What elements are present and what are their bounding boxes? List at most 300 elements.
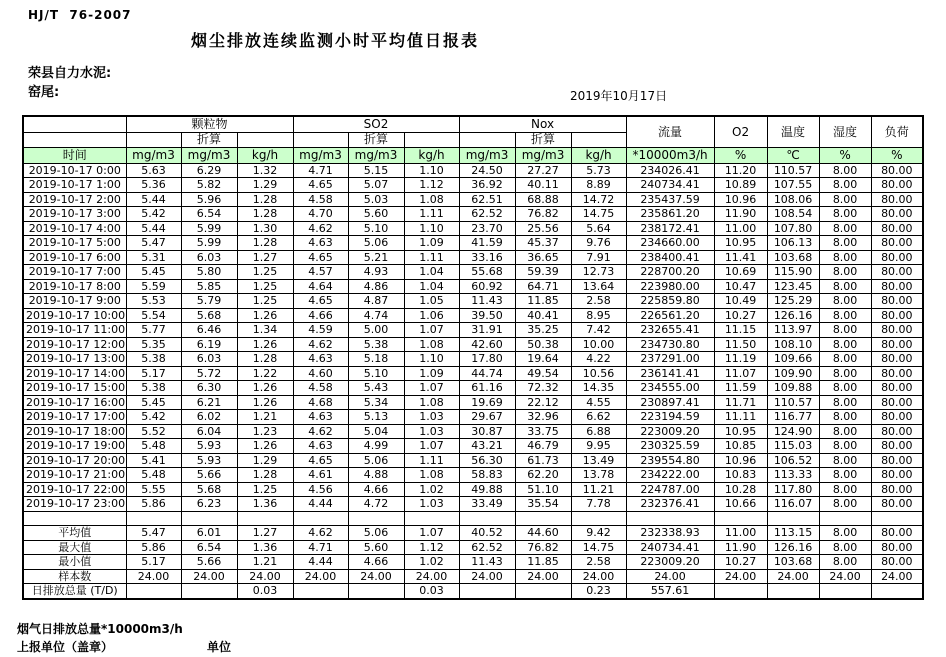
value-cell: 5.85 bbox=[181, 279, 237, 294]
value-cell: 80.00 bbox=[871, 526, 923, 541]
value-cell: 8.00 bbox=[819, 410, 871, 425]
value-cell bbox=[348, 584, 404, 599]
value-cell: 2.58 bbox=[571, 555, 626, 570]
value-cell: 4.55 bbox=[571, 395, 626, 410]
value-cell: 49.88 bbox=[459, 482, 515, 497]
value-cell: 4.72 bbox=[348, 497, 404, 512]
value-cell: 1.02 bbox=[404, 482, 459, 497]
value-cell: 5.10 bbox=[348, 221, 404, 236]
value-cell: 5.86 bbox=[126, 540, 181, 555]
time-cell: 2019-10-17 3:00 bbox=[23, 207, 126, 222]
value-cell: 8.00 bbox=[819, 439, 871, 454]
value-cell: 80.00 bbox=[871, 265, 923, 280]
value-cell: 23.70 bbox=[459, 221, 515, 236]
value-cell: 225859.80 bbox=[626, 294, 714, 309]
value-cell: 5.79 bbox=[181, 294, 237, 309]
value-cell: 1.26 bbox=[237, 395, 293, 410]
table-row bbox=[23, 366, 923, 381]
value-cell: 115.90 bbox=[767, 265, 819, 280]
table-row bbox=[23, 308, 923, 323]
table-row bbox=[23, 352, 923, 367]
value-cell: 80.00 bbox=[871, 410, 923, 425]
value-cell: 8.95 bbox=[571, 308, 626, 323]
empty-cell bbox=[767, 511, 819, 526]
value-cell: 30.87 bbox=[459, 424, 515, 439]
value-cell: 6.54 bbox=[181, 207, 237, 222]
value-cell: 5.68 bbox=[181, 482, 237, 497]
value-cell: 13.64 bbox=[571, 279, 626, 294]
value-cell: 24.50 bbox=[459, 163, 515, 178]
value-cell: 1.26 bbox=[237, 308, 293, 323]
value-cell: 8.00 bbox=[819, 279, 871, 294]
value-cell: 4.59 bbox=[293, 323, 348, 338]
value-cell: 10.96 bbox=[714, 192, 767, 207]
value-cell: 5.06 bbox=[348, 236, 404, 251]
value-cell: 10.96 bbox=[714, 453, 767, 468]
value-cell: 80.00 bbox=[871, 453, 923, 468]
value-cell: 11.19 bbox=[714, 352, 767, 367]
value-cell: 1.06 bbox=[404, 308, 459, 323]
report-table bbox=[22, 115, 924, 600]
time-cell: 2019-10-17 22:00 bbox=[23, 482, 126, 497]
value-cell: 11.85 bbox=[515, 555, 571, 570]
value-cell: 234555.00 bbox=[626, 381, 714, 396]
value-cell: 5.72 bbox=[181, 366, 237, 381]
value-cell: 1.26 bbox=[237, 439, 293, 454]
value-cell: 113.15 bbox=[767, 526, 819, 541]
value-cell: 1.26 bbox=[237, 337, 293, 352]
value-cell: 6.23 bbox=[181, 497, 237, 512]
table-body bbox=[23, 163, 923, 599]
empty-cell bbox=[871, 511, 923, 526]
value-cell: 4.57 bbox=[293, 265, 348, 280]
value-cell: 4.65 bbox=[293, 250, 348, 265]
value-cell: 10.27 bbox=[714, 308, 767, 323]
value-cell: 109.88 bbox=[767, 381, 819, 396]
col-header-pm: 颗粒物 bbox=[126, 116, 293, 132]
value-cell: 126.16 bbox=[767, 308, 819, 323]
value-cell: 557.61 bbox=[626, 584, 714, 599]
value-cell: 11.85 bbox=[515, 294, 571, 309]
value-cell: 4.44 bbox=[293, 555, 348, 570]
col-header-temperature: 温度 bbox=[767, 116, 819, 148]
value-cell: 6.46 bbox=[181, 323, 237, 338]
value-cell: 80.00 bbox=[871, 207, 923, 222]
value-cell: 6.01 bbox=[181, 526, 237, 541]
value-cell: 24.00 bbox=[819, 569, 871, 584]
value-cell: 44.74 bbox=[459, 366, 515, 381]
header-spacer bbox=[571, 132, 626, 148]
value-cell: 126.16 bbox=[767, 540, 819, 555]
time-cell: 2019-10-17 13:00 bbox=[23, 352, 126, 367]
time-cell: 2019-10-17 1:00 bbox=[23, 178, 126, 193]
value-cell: 4.86 bbox=[348, 279, 404, 294]
table-row bbox=[23, 178, 923, 193]
table-header bbox=[23, 116, 923, 163]
value-cell: 1.02 bbox=[404, 555, 459, 570]
value-cell: 125.29 bbox=[767, 294, 819, 309]
unit-cell: % bbox=[714, 148, 767, 164]
col-header-humidity: 湿度 bbox=[819, 116, 871, 148]
value-cell: 50.38 bbox=[515, 337, 571, 352]
value-cell: 60.92 bbox=[459, 279, 515, 294]
value-cell: 10.27 bbox=[714, 555, 767, 570]
value-cell: 5.15 bbox=[348, 163, 404, 178]
subheader-pm-converted: 折算 bbox=[181, 132, 237, 148]
value-cell: 8.00 bbox=[819, 352, 871, 367]
value-cell: 80.00 bbox=[871, 250, 923, 265]
col-header-o2: O2 bbox=[714, 116, 767, 148]
value-cell: 1.25 bbox=[237, 279, 293, 294]
value-cell: 24.00 bbox=[181, 569, 237, 584]
table-row bbox=[23, 497, 923, 512]
table-row bbox=[23, 482, 923, 497]
value-cell: 1.12 bbox=[404, 540, 459, 555]
value-cell: 0.23 bbox=[571, 584, 626, 599]
value-cell: 10.95 bbox=[714, 236, 767, 251]
time-cell: 2019-10-17 21:00 bbox=[23, 468, 126, 483]
value-cell: 4.63 bbox=[293, 410, 348, 425]
table-row bbox=[23, 337, 923, 352]
value-cell: 5.99 bbox=[181, 236, 237, 251]
value-cell: 1.03 bbox=[404, 497, 459, 512]
value-cell: 1.32 bbox=[237, 163, 293, 178]
value-cell: 108.54 bbox=[767, 207, 819, 222]
table-row bbox=[23, 265, 923, 280]
value-cell: 1.29 bbox=[237, 453, 293, 468]
value-cell: 5.06 bbox=[348, 453, 404, 468]
empty-cell bbox=[571, 511, 626, 526]
value-cell: 13.78 bbox=[571, 468, 626, 483]
value-cell: 1.08 bbox=[404, 395, 459, 410]
blank-row bbox=[23, 511, 923, 526]
value-cell: 6.88 bbox=[571, 424, 626, 439]
time-cell: 2019-10-17 11:00 bbox=[23, 323, 126, 338]
company-name: 荣县自力水泥: bbox=[28, 66, 112, 81]
value-cell bbox=[515, 584, 571, 599]
table-row bbox=[23, 236, 923, 251]
unit-cell: kg/h bbox=[237, 148, 293, 164]
value-cell: 41.59 bbox=[459, 236, 515, 251]
table-row bbox=[23, 192, 923, 207]
value-cell: 6.54 bbox=[181, 540, 237, 555]
value-cell: 1.10 bbox=[404, 163, 459, 178]
value-cell: 80.00 bbox=[871, 395, 923, 410]
value-cell: 235861.20 bbox=[626, 207, 714, 222]
table-row bbox=[23, 395, 923, 410]
table-row bbox=[23, 439, 923, 454]
value-cell: 68.88 bbox=[515, 192, 571, 207]
value-cell: 106.13 bbox=[767, 236, 819, 251]
value-cell: 80.00 bbox=[871, 163, 923, 178]
value-cell: 55.68 bbox=[459, 265, 515, 280]
value-cell: 1.10 bbox=[404, 352, 459, 367]
value-cell: 4.93 bbox=[348, 265, 404, 280]
table-row bbox=[23, 207, 923, 222]
value-cell: 223194.59 bbox=[626, 410, 714, 425]
empty-cell bbox=[181, 511, 237, 526]
value-cell: 27.27 bbox=[515, 163, 571, 178]
value-cell: 4.58 bbox=[293, 192, 348, 207]
value-cell: 8.00 bbox=[819, 540, 871, 555]
summary-row bbox=[23, 569, 923, 584]
value-cell: 6.21 bbox=[181, 395, 237, 410]
value-cell: 5.53 bbox=[126, 294, 181, 309]
value-cell: 80.00 bbox=[871, 221, 923, 236]
table-row bbox=[23, 468, 923, 483]
table-row bbox=[23, 453, 923, 468]
value-cell: 11.15 bbox=[714, 323, 767, 338]
value-cell: 232655.41 bbox=[626, 323, 714, 338]
value-cell: 7.42 bbox=[571, 323, 626, 338]
value-cell: 17.80 bbox=[459, 352, 515, 367]
table-row bbox=[23, 221, 923, 236]
value-cell: 4.71 bbox=[293, 540, 348, 555]
value-cell: 62.52 bbox=[459, 540, 515, 555]
value-cell: 24.00 bbox=[459, 569, 515, 584]
value-cell: 5.64 bbox=[571, 221, 626, 236]
value-cell: 11.07 bbox=[714, 366, 767, 381]
header-spacer bbox=[459, 132, 515, 148]
value-cell: 234222.00 bbox=[626, 468, 714, 483]
value-cell: 80.00 bbox=[871, 555, 923, 570]
value-cell: 0.03 bbox=[237, 584, 293, 599]
value-cell: 223980.00 bbox=[626, 279, 714, 294]
value-cell: 61.16 bbox=[459, 381, 515, 396]
time-cell: 2019-10-17 20:00 bbox=[23, 453, 126, 468]
value-cell: 14.35 bbox=[571, 381, 626, 396]
time-cell: 2019-10-17 8:00 bbox=[23, 279, 126, 294]
empty-cell bbox=[404, 511, 459, 526]
value-cell: 109.90 bbox=[767, 366, 819, 381]
table-row bbox=[23, 163, 923, 178]
value-cell: 1.04 bbox=[404, 265, 459, 280]
value-cell: 4.66 bbox=[293, 308, 348, 323]
value-cell: 72.32 bbox=[515, 381, 571, 396]
unit-cell: *10000m3/h bbox=[626, 148, 714, 164]
value-cell: 5.03 bbox=[348, 192, 404, 207]
time-cell: 2019-10-17 4:00 bbox=[23, 221, 126, 236]
value-cell: 1.28 bbox=[237, 236, 293, 251]
table-row bbox=[23, 381, 923, 396]
value-cell: 5.07 bbox=[348, 178, 404, 193]
value-cell: 80.00 bbox=[871, 279, 923, 294]
value-cell: 4.56 bbox=[293, 482, 348, 497]
value-cell: 4.64 bbox=[293, 279, 348, 294]
value-cell: 6.62 bbox=[571, 410, 626, 425]
col-header-load: 负荷 bbox=[871, 116, 923, 148]
value-cell: 5.06 bbox=[348, 526, 404, 541]
value-cell: 8.00 bbox=[819, 323, 871, 338]
value-cell: 59.39 bbox=[515, 265, 571, 280]
value-cell: 117.80 bbox=[767, 482, 819, 497]
value-cell: 224787.00 bbox=[626, 482, 714, 497]
flue-gas-total-note: 烟气日排放总量*10000m3/h bbox=[17, 622, 183, 636]
unit-cell: ℃ bbox=[767, 148, 819, 164]
value-cell: 5.10 bbox=[348, 366, 404, 381]
value-cell: 80.00 bbox=[871, 236, 923, 251]
value-cell: 103.68 bbox=[767, 250, 819, 265]
value-cell: 4.88 bbox=[348, 468, 404, 483]
value-cell: 103.68 bbox=[767, 555, 819, 570]
value-cell: 8.00 bbox=[819, 366, 871, 381]
value-cell: 6.02 bbox=[181, 410, 237, 425]
unit-cell: mg/m3 bbox=[515, 148, 571, 164]
value-cell: 11.90 bbox=[714, 207, 767, 222]
value-cell: 5.63 bbox=[126, 163, 181, 178]
value-cell: 1.09 bbox=[404, 236, 459, 251]
value-cell: 1.07 bbox=[404, 323, 459, 338]
value-cell: 4.62 bbox=[293, 526, 348, 541]
value-cell: 115.03 bbox=[767, 439, 819, 454]
value-cell: 109.66 bbox=[767, 352, 819, 367]
value-cell: 1.11 bbox=[404, 207, 459, 222]
value-cell: 1.27 bbox=[237, 526, 293, 541]
value-cell: 107.55 bbox=[767, 178, 819, 193]
time-cell: 2019-10-17 23:00 bbox=[23, 497, 126, 512]
value-cell: 5.60 bbox=[348, 207, 404, 222]
value-cell: 80.00 bbox=[871, 178, 923, 193]
subheader-nox-converted: 折算 bbox=[515, 132, 571, 148]
value-cell: 4.99 bbox=[348, 439, 404, 454]
header-spacer bbox=[126, 132, 181, 148]
value-cell: 8.00 bbox=[819, 207, 871, 222]
empty-cell bbox=[126, 511, 181, 526]
value-cell: 11.50 bbox=[714, 337, 767, 352]
value-cell bbox=[126, 584, 181, 599]
value-cell: 33.16 bbox=[459, 250, 515, 265]
value-cell: 1.34 bbox=[237, 323, 293, 338]
value-cell: 33.75 bbox=[515, 424, 571, 439]
value-cell: 5.21 bbox=[348, 250, 404, 265]
value-cell: 8.00 bbox=[819, 236, 871, 251]
value-cell: 124.90 bbox=[767, 424, 819, 439]
value-cell: 5.48 bbox=[126, 439, 181, 454]
value-cell bbox=[714, 584, 767, 599]
value-cell: 5.68 bbox=[181, 308, 237, 323]
value-cell: 80.00 bbox=[871, 308, 923, 323]
value-cell: 5.66 bbox=[181, 468, 237, 483]
value-cell: 4.68 bbox=[293, 395, 348, 410]
value-cell: 8.00 bbox=[819, 526, 871, 541]
value-cell: 1.28 bbox=[237, 468, 293, 483]
value-cell: 24.00 bbox=[714, 569, 767, 584]
value-cell: 5.93 bbox=[181, 439, 237, 454]
value-cell: 11.00 bbox=[714, 526, 767, 541]
value-cell: 4.63 bbox=[293, 236, 348, 251]
time-cell: 2019-10-17 6:00 bbox=[23, 250, 126, 265]
value-cell: 5.36 bbox=[126, 178, 181, 193]
value-cell: 234730.80 bbox=[626, 337, 714, 352]
value-cell: 13.49 bbox=[571, 453, 626, 468]
value-cell: 5.45 bbox=[126, 395, 181, 410]
value-cell: 108.06 bbox=[767, 192, 819, 207]
value-cell: 36.65 bbox=[515, 250, 571, 265]
header-spacer bbox=[404, 132, 459, 148]
value-cell: 14.75 bbox=[571, 540, 626, 555]
value-cell: 24.00 bbox=[293, 569, 348, 584]
header-spacer bbox=[237, 132, 293, 148]
value-cell: 5.54 bbox=[126, 308, 181, 323]
value-cell: 4.60 bbox=[293, 366, 348, 381]
value-cell: 11.90 bbox=[714, 540, 767, 555]
value-cell: 7.91 bbox=[571, 250, 626, 265]
daily-total-row bbox=[23, 584, 923, 599]
standard-code: HJ/T 76-2007 bbox=[28, 8, 132, 22]
value-cell: 9.76 bbox=[571, 236, 626, 251]
value-cell: 8.00 bbox=[819, 424, 871, 439]
value-cell: 42.60 bbox=[459, 337, 515, 352]
value-cell: 4.58 bbox=[293, 381, 348, 396]
value-cell: 1.11 bbox=[404, 453, 459, 468]
value-cell: 116.77 bbox=[767, 410, 819, 425]
value-cell: 5.31 bbox=[126, 250, 181, 265]
value-cell: 11.41 bbox=[714, 250, 767, 265]
value-cell: 4.61 bbox=[293, 468, 348, 483]
value-cell: 110.57 bbox=[767, 163, 819, 178]
value-cell: 5.80 bbox=[181, 265, 237, 280]
value-cell: 1.03 bbox=[404, 424, 459, 439]
empty-cell bbox=[237, 511, 293, 526]
value-cell: 36.92 bbox=[459, 178, 515, 193]
value-cell: 5.48 bbox=[126, 468, 181, 483]
value-cell: 1.28 bbox=[237, 192, 293, 207]
value-cell: 19.64 bbox=[515, 352, 571, 367]
value-cell: 116.07 bbox=[767, 497, 819, 512]
header-spacer bbox=[23, 132, 126, 148]
units-row bbox=[23, 148, 923, 164]
value-cell: 10.69 bbox=[714, 265, 767, 280]
value-cell: 4.63 bbox=[293, 352, 348, 367]
value-cell: 5.17 bbox=[126, 555, 181, 570]
value-cell: 35.25 bbox=[515, 323, 571, 338]
value-cell: 5.38 bbox=[126, 352, 181, 367]
value-cell: 80.00 bbox=[871, 381, 923, 396]
value-cell: 234026.41 bbox=[626, 163, 714, 178]
value-cell: 1.29 bbox=[237, 178, 293, 193]
value-cell: 1.23 bbox=[237, 424, 293, 439]
value-cell: 5.96 bbox=[181, 192, 237, 207]
value-cell: 1.08 bbox=[404, 337, 459, 352]
value-cell: 80.00 bbox=[871, 468, 923, 483]
value-cell: 24.00 bbox=[126, 569, 181, 584]
empty-cell bbox=[23, 511, 126, 526]
value-cell: 35.54 bbox=[515, 497, 571, 512]
value-cell: 235437.59 bbox=[626, 192, 714, 207]
value-cell: 4.63 bbox=[293, 439, 348, 454]
value-cell: 8.89 bbox=[571, 178, 626, 193]
value-cell: 80.00 bbox=[871, 192, 923, 207]
value-cell: 240734.41 bbox=[626, 178, 714, 193]
value-cell: 62.20 bbox=[515, 468, 571, 483]
unit-cell: mg/m3 bbox=[181, 148, 237, 164]
value-cell bbox=[181, 584, 237, 599]
value-cell: 1.28 bbox=[237, 352, 293, 367]
value-cell: 9.95 bbox=[571, 439, 626, 454]
value-cell: 5.35 bbox=[126, 337, 181, 352]
value-cell: 8.00 bbox=[819, 453, 871, 468]
summary-row bbox=[23, 555, 923, 570]
value-cell: 5.86 bbox=[126, 497, 181, 512]
table-row bbox=[23, 424, 923, 439]
value-cell: 238172.41 bbox=[626, 221, 714, 236]
value-cell: 19.69 bbox=[459, 395, 515, 410]
value-cell: 14.75 bbox=[571, 207, 626, 222]
value-cell: 76.82 bbox=[515, 207, 571, 222]
value-cell: 236141.41 bbox=[626, 366, 714, 381]
value-cell: 0.03 bbox=[404, 584, 459, 599]
value-cell: 80.00 bbox=[871, 294, 923, 309]
